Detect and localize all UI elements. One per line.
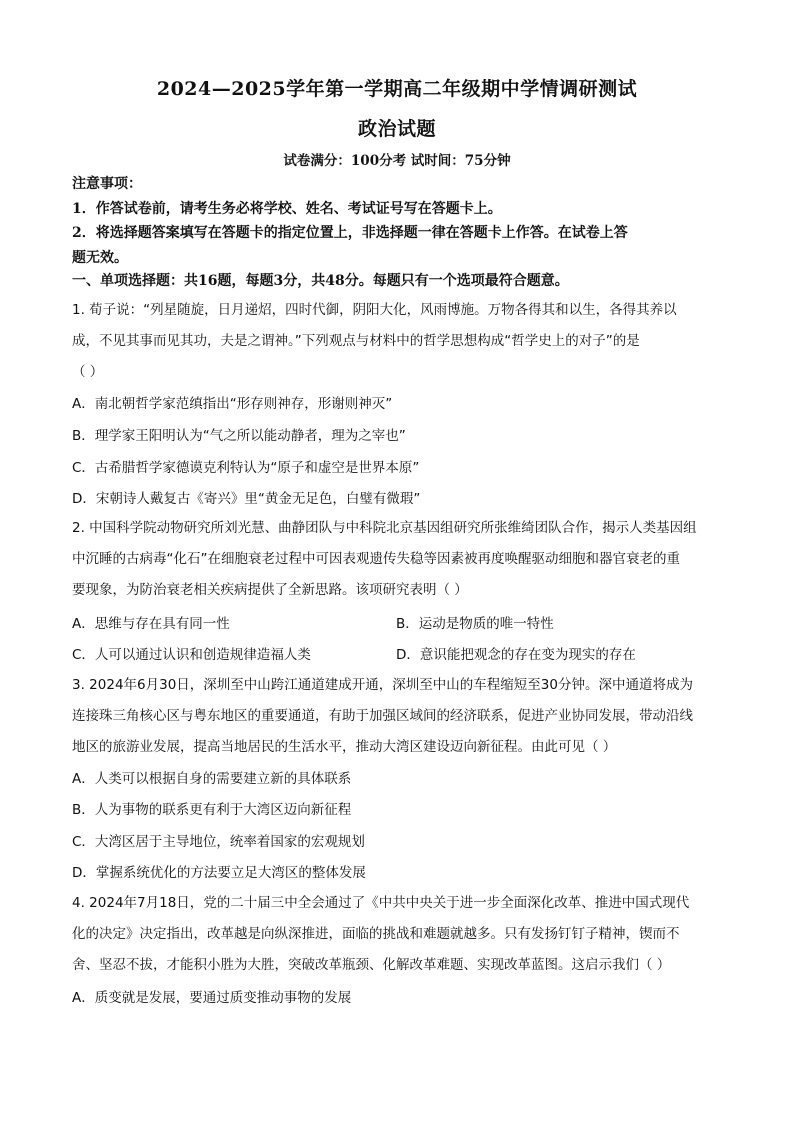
question-4-line-3: 舍、坚忍不拔，才能积小胜为大胜，突破改革瓶颈、化解改革难题、实现改革蓝图。这启示我们（ ） xyxy=(72,957,671,973)
notes-item-2: 2．将选择题答案填写在答题卡的指定位置上，非选择题一律在答题卡上作答。在试卷上答 xyxy=(72,225,628,241)
section-heading: 一、单项选择题：共16题，每题3分，共48分。每题只有一个选项最符合题意。 xyxy=(72,273,569,289)
question-3 xyxy=(72,670,722,763)
question-1 xyxy=(72,295,722,388)
notes-item-1: 1．作答试卷前，请考生务必将学校、姓名、考试证号写在答题卡上。 xyxy=(72,200,502,217)
question-2-option-c: C．人可以通过认识和创造规律造福人类 xyxy=(72,647,311,663)
question-3-option-c: C．大湾区居于主导地位，统率着国家的宏观规划 xyxy=(72,834,365,850)
question-1-option-b: B．理学家王阳明认为“气之所以能动静者，理为之宰也” xyxy=(72,428,406,444)
exam-title: 2024—2025学年第一学期高二年级期中学情调研测试 xyxy=(156,78,638,100)
question-3-line-3: 地区的旅游业发展，提高当地居民的生活水平，推动大湾区建设迈向新征程。由此可见（ ） xyxy=(72,739,617,755)
subject-title: 政治试题 xyxy=(357,118,436,140)
exam-meta: 试卷满分：100分考 试时间：75分钟 xyxy=(283,153,511,169)
question-3-line-1: 3. 2024年6月30日，深圳至中山跨江通道建成开通，深圳至中山的车程缩短至30分钟。深中通道将成为 xyxy=(72,677,693,693)
question-1-option-c: C．古希腊哲学家德谟克利特认为“原子和虚空是世界本原” xyxy=(72,460,420,476)
notes-heading: 注意事项： xyxy=(72,176,142,192)
question-1-line-1: 1. 荀子说：“列星随旋，日月递炤，四时代御，阴阳大化，风雨博施。万物各得其和以生，各得其养以 xyxy=(72,302,677,318)
question-2-line-1: 2. 中国科学院动物研究所刘光慧、曲静团队与中科院北京基因组研究所张维绮团队合作，揭示人类基因组 xyxy=(72,520,697,536)
question-2 xyxy=(72,513,722,606)
question-4-line-2: 化的决定》决定指出，改革越是向纵深推进，面临的挑战和难题就越多。只有发扬钉钉子精神，锲而不 xyxy=(72,926,680,942)
question-2-line-3: 要现象，为防治衰老相关疾病提供了全新思路。该项研究表明（ ） xyxy=(72,582,468,598)
notes-item-3: 题无效。 xyxy=(72,249,128,266)
notes xyxy=(72,172,722,270)
question-3-option-b: B．人为事物的联系更有利于大湾区迈向新征程 xyxy=(72,802,352,818)
question-4-line-1: 4. 2024年7月18日，党的二十届三中全会通过了《中共中央关于进一步全面深化改革、推进中国式现代 xyxy=(72,895,690,911)
question-1-line-2: 成，不见其事而见其功，夫是之谓神。”下列观点与材料中的哲学思想构成“哲学史上的对子”的是 xyxy=(72,333,640,349)
question-1-option-a: A．南北朝哲学家范缜指出“形存则神存，形谢则神灭” xyxy=(72,396,393,412)
question-3-line-2: 连接珠三角核心区与粤东地区的重要通道，有助于加强区域间的经济联系，促进产业协同发展，带动沿线 xyxy=(72,708,693,724)
question-3-option-d: D．掌握系统优化的方法要立足大湾区的整体发展 xyxy=(72,865,366,881)
question-2-option-a: A．思维与存在具有同一性 xyxy=(72,616,230,632)
question-4-option-a: A．质变就是发展，要通过质变推动事物的发展 xyxy=(72,990,352,1006)
question-3-option-a: A．人类可以根据自身的需要建立新的具体联系 xyxy=(72,771,352,787)
question-2-option-d: D．意识能把观念的存在变为现实的存在 xyxy=(396,647,636,663)
question-2-line-2: 中沉睡的古病毒“化石”在细胞衰老过程中可因表观遗传失稳等因素被再度唤醒驱动细胞和器官衰老的重 xyxy=(72,551,680,567)
question-1-option-d: D．宋朝诗人戴复古《寄兴》里“黄金无足色，白璧有微瑕” xyxy=(72,491,421,507)
question-2-option-b: B．运动是物质的唯一特性 xyxy=(396,616,554,632)
question-1-line-3: （ ） xyxy=(72,364,104,380)
question-4 xyxy=(72,888,722,981)
